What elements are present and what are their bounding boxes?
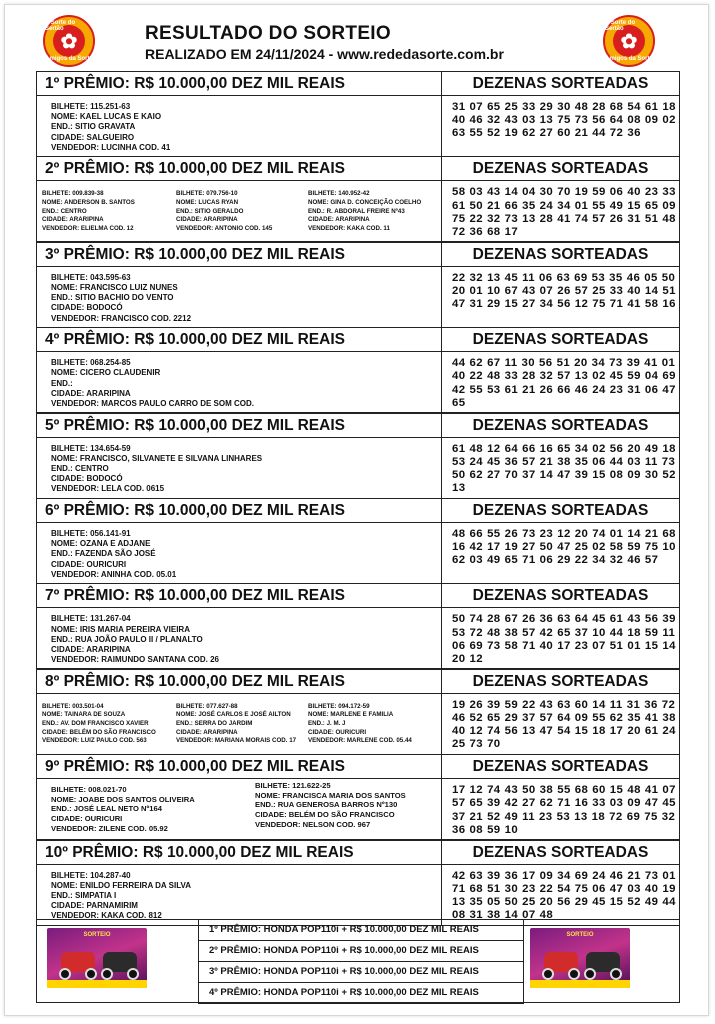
numbers-header: DEZENAS SORTEADAS xyxy=(472,587,649,605)
numbers-header: DEZENAS SORTEADAS xyxy=(472,758,649,776)
motorcycle-prize-item: 3º PRÊMIO: HONDA POP110i + R$ 10.000,00 DEZ MIL REAIS xyxy=(198,962,524,983)
brand-logo-left xyxy=(43,15,95,67)
prize-body-row xyxy=(37,352,679,412)
prize-header-row xyxy=(37,584,679,608)
winner-card xyxy=(255,781,406,829)
winner-card xyxy=(42,190,135,233)
prize-block xyxy=(36,754,680,840)
prize-block xyxy=(36,156,680,242)
banner-strip xyxy=(47,980,147,988)
winner-card xyxy=(51,358,254,409)
prize-header-row xyxy=(37,841,679,865)
winners-cell xyxy=(37,352,442,412)
banner-strip xyxy=(530,980,630,988)
prize-title: 2º PRÊMIO: R$ 10.000,00 DEZ MIL REAIS xyxy=(37,157,442,180)
winner-vendedor: VENDEDOR: MARIANA MORAIS COD. 17 xyxy=(176,737,297,745)
prize-title: 9º PRÊMIO: R$ 10.000,00 DEZ MIL REAIS xyxy=(37,755,442,778)
winner-cidade: CIDADE: BODOCÓ xyxy=(51,474,123,484)
wheel-icon xyxy=(610,968,622,980)
winner-end: END.: JOSÉ LEAL NETO Nº164 xyxy=(51,804,162,814)
winner-end: END.: J. M. J xyxy=(308,719,346,727)
winner-card xyxy=(42,703,156,746)
drawn-numbers: 50 74 28 67 26 36 63 64 45 61 43 56 39 53 72 48 38 57 42 65 37 10 44 18 59 11 06 69 73 58 71 40 17 23 07 51 01 15 14 20 12 xyxy=(452,613,676,665)
winner-bilhete: BILHETE: 131.267-04 xyxy=(51,614,131,624)
winner-end: END.: RUA GENEROSA BARROS Nº130 xyxy=(255,800,398,810)
brand-logo-right xyxy=(603,15,655,67)
winner-end: END.: R. ABDORAL FREIRE Nº43 xyxy=(308,207,405,215)
numbers-header: DEZENAS SORTEADAS xyxy=(472,331,649,349)
logo-ring-text-top: A Sorte do Sertão xyxy=(45,20,76,32)
numbers-header: DEZENAS SORTEADAS xyxy=(472,502,649,519)
winner-vendedor: VENDEDOR: LUCINHA COD. 41 xyxy=(51,142,171,152)
numbers-header: DEZENAS SORTEADAS xyxy=(472,843,649,861)
prize-block xyxy=(36,583,680,669)
winner-cidade: CIDADE: BELÉM DO SÃO FRANCISCO xyxy=(255,809,395,819)
winner-nome: NOME: CICERO CLAUDENIR xyxy=(51,368,161,378)
winners-cell xyxy=(37,267,442,327)
wheel-icon xyxy=(127,968,139,980)
winner-cidade: CIDADE: ARARIPINA xyxy=(51,645,131,654)
drawn-numbers: 44 62 67 11 30 56 51 20 34 73 39 41 01 40 22 48 33 28 32 57 13 02 45 59 04 69 42 55 53 61 21 26 66 46 24 23 31 06 47 65 xyxy=(452,357,676,409)
prize-block xyxy=(36,71,680,157)
winner-card xyxy=(51,871,191,922)
winner-end: END.: SITIO BACHIO DO VENTO xyxy=(51,293,174,303)
winner-end: END.: CENTRO xyxy=(42,207,87,215)
winners-cell xyxy=(37,181,442,241)
clover-icon: ✿ xyxy=(53,25,85,57)
prize-title: 7º PRÊMIO: R$ 10.000,00 DEZ MIL REAIS xyxy=(37,584,442,607)
winner-vendedor: VENDEDOR: ANTONIO COD. 145 xyxy=(176,224,273,232)
winner-nome: NOME: LUCAS RYAN xyxy=(176,198,239,206)
winner-nome: NOME: JOSÉ CARLOS E JOSÉ AILTON xyxy=(176,711,291,719)
prize-header-row xyxy=(37,755,679,779)
winner-cidade: CIDADE: ARARIPINA xyxy=(308,216,370,224)
prize-body-row xyxy=(37,267,679,327)
page-subtitle: REALIZADO EM 24/11/2024 - www.rededasorte.com.br xyxy=(145,46,504,62)
numbers-header: DEZENAS SORTEADAS xyxy=(472,75,649,92)
winner-vendedor: VENDEDOR: LUIZ PAULO COD. 563 xyxy=(42,737,147,745)
prize-block xyxy=(36,840,680,926)
winner-nome: NOME: OZANA E ADJANE xyxy=(51,539,151,549)
winner-vendedor: VENDEDOR: MARCOS PAULO CARRO DE SOM COD. xyxy=(51,399,254,408)
prize-header-row xyxy=(37,72,679,96)
winner-nome: NOME: IRIS MARIA PEREIRA VIEIRA xyxy=(51,624,190,634)
wheel-icon xyxy=(542,968,554,980)
drawn-numbers: 58 03 43 14 04 30 70 19 59 06 40 23 33 61 50 21 66 35 24 34 01 55 49 15 65 09 75 22 32 73 13 28 41 74 57 26 31 51 48 72 36 68 17 xyxy=(452,186,676,238)
winner-end: END.: FAZENDA SÃO JOSÉ xyxy=(51,549,156,559)
wheel-icon xyxy=(584,968,596,980)
wheel-icon xyxy=(101,968,113,980)
winner-cidade: CIDADE: OURICURI xyxy=(51,813,123,823)
motorcycle-prize-item: 4º PRÊMIO: HONDA POP110i + R$ 10.000,00 DEZ MIL REAIS xyxy=(198,983,524,1004)
drawn-numbers: 19 26 39 59 22 43 63 60 14 11 31 36 72 46 52 65 29 37 57 64 09 55 62 35 41 38 40 12 74 56 13 47 54 15 18 17 20 61 24 25 73 70 xyxy=(452,698,676,751)
winner-vendedor: VENDEDOR: LELA COD. 0615 xyxy=(51,484,165,494)
winner-bilhete: BILHETE: 094.172-59 xyxy=(308,702,370,710)
winner-end: END.: xyxy=(51,378,73,388)
prize-body-row xyxy=(37,181,679,241)
drawn-numbers: 17 12 74 43 50 38 55 68 60 15 48 41 07 57 65 39 42 27 62 71 16 33 03 09 47 45 37 21 52 49 11 23 53 13 18 72 69 75 32 36 08 59 10 xyxy=(452,784,676,836)
logo-ring-text-top: A Sorte do Sertão xyxy=(605,20,636,32)
winner-cidade: CIDADE: OURICURI xyxy=(51,559,127,569)
page-title: RESULTADO DO SORTEIO xyxy=(145,23,391,44)
winner-bilhete: BILHETE: 077.627-88 xyxy=(176,702,238,710)
winner-cidade: CIDADE: PARNAMIRIM xyxy=(51,901,138,911)
motorcycle-prize-item: 1º PRÊMIO: HONDA POP110i + R$ 10.000,00 DEZ MIL REAIS xyxy=(198,920,524,941)
winner-cidade: CIDADE: ARARIPINA xyxy=(51,388,131,398)
winner-vendedor: VENDEDOR: ELIELMA COD. 12 xyxy=(42,224,134,232)
winner-vendedor: VENDEDOR: KAKA COD. 11 xyxy=(308,224,390,232)
banner-caption: SORTEIO xyxy=(83,932,111,938)
prize-body-row xyxy=(37,694,679,754)
logo-ring-text-bottom: Amigos da Sorte xyxy=(605,56,653,62)
motorcycle-prize-item: 2º PRÊMIO: HONDA POP110i + R$ 10.000,00 DEZ MIL REAIS xyxy=(198,941,524,962)
prize-body-row xyxy=(37,779,679,839)
winners-cell xyxy=(37,694,442,754)
winner-cidade: CIDADE: ARARIPINA xyxy=(176,216,238,224)
drawn-numbers: 31 07 65 25 33 29 30 48 28 68 54 61 18 40 46 32 43 03 13 75 73 56 64 08 09 02 63 55 52 19 62 27 60 21 44 72 36 xyxy=(452,101,676,140)
winner-vendedor: VENDEDOR: ZILENE COD. 05.92 xyxy=(51,823,168,833)
prize-block xyxy=(36,413,680,499)
numbers-header: DEZENAS SORTEADAS xyxy=(472,160,649,178)
clover-icon: ✿ xyxy=(613,25,645,57)
wheel-icon xyxy=(85,968,97,980)
winner-nome: NOME: TAINARA DE SOUZA xyxy=(42,711,126,719)
winner-cidade: CIDADE: ARARIPINA xyxy=(176,728,238,736)
prize-header-row xyxy=(37,328,679,352)
winner-nome: NOME: KAEL LUCAS E KAIO xyxy=(51,112,162,122)
winner-card xyxy=(308,190,421,233)
winner-vendedor: VENDEDOR: MARLENE COD. 05.44 xyxy=(308,737,412,745)
winner-card xyxy=(51,444,262,495)
prize-block xyxy=(36,669,680,755)
header xyxy=(5,5,710,69)
winner-vendedor: VENDEDOR: ANINHA COD. 05.01 xyxy=(51,569,177,579)
winner-vendedor: VENDEDOR: NELSON COD. 967 xyxy=(255,819,371,829)
motorcycle-banner-image xyxy=(530,928,630,988)
wheel-icon xyxy=(568,968,580,980)
winner-end: END.: SITIO GRAVATA xyxy=(51,122,136,132)
winner-card xyxy=(51,785,195,833)
winner-end: END.: SERRA DO JARDIM xyxy=(176,719,253,727)
winner-vendedor: VENDEDOR: KAKA COD. 812 xyxy=(51,911,162,921)
winners-cell xyxy=(37,865,442,925)
winner-card xyxy=(51,273,191,324)
numbers-header: DEZENAS SORTEADAS xyxy=(472,416,649,434)
winners-cell xyxy=(37,438,442,498)
winners-cell xyxy=(37,523,442,583)
prize-title: 3º PRÊMIO: R$ 10.000,00 DEZ MIL REAIS xyxy=(37,243,442,266)
winners-cell xyxy=(37,96,442,156)
winner-bilhete: BILHETE: 079.756-10 xyxy=(176,190,238,198)
prize-header-row xyxy=(37,670,679,694)
motorcycle-prizes-section xyxy=(36,919,680,1003)
winner-end: END.: SIMPATIA I xyxy=(51,891,117,900)
winner-card xyxy=(308,703,412,746)
winner-vendedor: VENDEDOR: FRANCISCO COD. 2212 xyxy=(51,313,192,323)
prize-block xyxy=(36,327,680,413)
winners-cell xyxy=(37,608,442,668)
winner-bilhete: BILHETE: 043.595-63 xyxy=(51,272,131,282)
winner-bilhete: BILHETE: 121.622-25 xyxy=(255,781,331,791)
winner-card xyxy=(176,703,296,746)
winner-card xyxy=(51,614,219,665)
numbers-header: DEZENAS SORTEADAS xyxy=(472,245,649,263)
winner-cidade: CIDADE: ARARIPINA xyxy=(42,216,104,224)
wheel-icon xyxy=(59,968,71,980)
winner-nome: NOME: GINA D. CONCEIÇÃO COELHO xyxy=(308,198,422,206)
drawn-numbers: 22 32 13 45 11 06 63 69 53 35 46 05 50 20 01 10 67 43 07 26 57 25 33 40 14 51 47 31 29 15 27 34 56 12 75 71 41 58 16 xyxy=(452,271,676,311)
winner-end: END.: CENTRO xyxy=(51,464,109,473)
prize-header-row xyxy=(37,414,679,438)
prize-title: 1º PRÊMIO: R$ 10.000,00 DEZ MIL REAIS xyxy=(37,72,442,95)
winner-cidade: CIDADE: BODOCÓ xyxy=(51,303,123,313)
prize-body-row xyxy=(37,608,679,668)
winner-end: END.: AV. DOM FRANCISCO XAVIER xyxy=(42,719,149,727)
winner-bilhete: BILHETE: 115.251-63 xyxy=(51,102,131,111)
winner-end: END.: SITIO GERALDO xyxy=(176,207,244,215)
winner-bilhete: BILHETE: 056.141-91 xyxy=(51,529,131,538)
winner-card xyxy=(51,102,170,153)
prize-title: 10º PRÊMIO: R$ 10.000,00 DEZ MIL REAIS xyxy=(37,841,442,864)
prize-body-row xyxy=(37,865,679,925)
winner-bilhete: BILHETE: 009.839-38 xyxy=(42,190,104,198)
prize-title: 5º PRÊMIO: R$ 10.000,00 DEZ MIL REAIS xyxy=(37,414,442,437)
motorcycle-banner-image xyxy=(47,928,147,988)
prize-title: 6º PRÊMIO: R$ 10.000,00 DEZ MIL REAIS xyxy=(37,499,442,522)
numbers-header: DEZENAS SORTEADAS xyxy=(472,672,649,690)
logo-ring-text-bottom: Amigos da Sorte xyxy=(45,56,93,62)
prize-block xyxy=(36,498,680,584)
prize-header-row xyxy=(37,157,679,181)
prize-title: 4º PRÊMIO: R$ 10.000,00 DEZ MIL REAIS xyxy=(37,328,442,351)
prize-title: 8º PRÊMIO: R$ 10.000,00 DEZ MIL REAIS xyxy=(37,670,442,693)
winner-nome: NOME: MARLENE E FAMILIA xyxy=(308,711,394,719)
winner-nome: NOME: ANDERSON B. SANTOS xyxy=(42,198,135,206)
prize-header-row xyxy=(37,243,679,267)
banner-caption: SORTEIO xyxy=(566,932,594,938)
winner-nome: NOME: FRANCISCA MARIA DOS SANTOS xyxy=(255,790,406,800)
winner-cidade: CIDADE: SALGUEIRO xyxy=(51,132,135,142)
winner-nome: NOME: FRANCISCO, SILVANETE E SILVANA LINHARES xyxy=(51,453,263,463)
drawn-numbers: 48 66 55 26 73 23 12 20 74 01 14 21 68 16 42 17 19 27 50 47 25 02 58 59 75 10 62 03 49 65 71 06 29 22 34 32 46 57 xyxy=(452,528,676,567)
winners-cell xyxy=(37,779,442,839)
winner-vendedor: VENDEDOR: RAIMUNDO SANTANA COD. 26 xyxy=(51,655,220,665)
prize-body-row xyxy=(37,96,679,156)
winner-nome: NOME: FRANCISCO LUIZ NUNES xyxy=(51,283,178,292)
winner-bilhete: BILHETE: 140.952-42 xyxy=(308,190,370,198)
winner-bilhete: BILHETE: 068.254-85 xyxy=(51,358,131,368)
winner-cidade: CIDADE: BELÉM DO SÃO FRANCISCO xyxy=(42,728,156,736)
drawn-numbers: 61 48 12 64 66 16 65 34 02 56 20 49 18 53 24 45 36 57 21 38 35 06 44 03 11 73 50 62 27 70 37 14 47 39 15 08 09 30 52 13 xyxy=(452,442,676,495)
prize-body-row xyxy=(37,438,679,498)
winner-nome: NOME: JOABE DOS SANTOS OLIVEIRA xyxy=(51,794,195,804)
winner-cidade: CIDADE: OURICURI xyxy=(308,728,367,736)
drawn-numbers: 42 63 39 36 17 09 34 69 24 46 21 73 01 71 68 51 30 23 22 54 75 06 47 03 40 19 13 35 05 50 25 20 56 29 45 15 52 49 44 08 31 38 14 07 48 xyxy=(452,869,676,922)
winner-end: END.: RUA JOÃO PAULO II / PLANALTO xyxy=(51,634,203,644)
prize-body-row xyxy=(37,523,679,583)
result-sheet xyxy=(4,4,709,1016)
winner-card xyxy=(51,529,176,580)
prize-header-row xyxy=(37,499,679,523)
winner-bilhete: BILHETE: 134.654-59 xyxy=(51,443,131,453)
winner-nome: NOME: ENILDO FERREIRA DA SILVA xyxy=(51,880,191,890)
motorcycle-prize-list xyxy=(198,920,524,1004)
winner-bilhete: BILHETE: 003.501-04 xyxy=(42,702,104,710)
winner-card xyxy=(176,190,272,233)
winner-bilhete: BILHETE: 008.021-70 xyxy=(51,785,127,795)
prize-block xyxy=(36,242,680,328)
winner-bilhete: BILHETE: 104.287-40 xyxy=(51,870,131,880)
